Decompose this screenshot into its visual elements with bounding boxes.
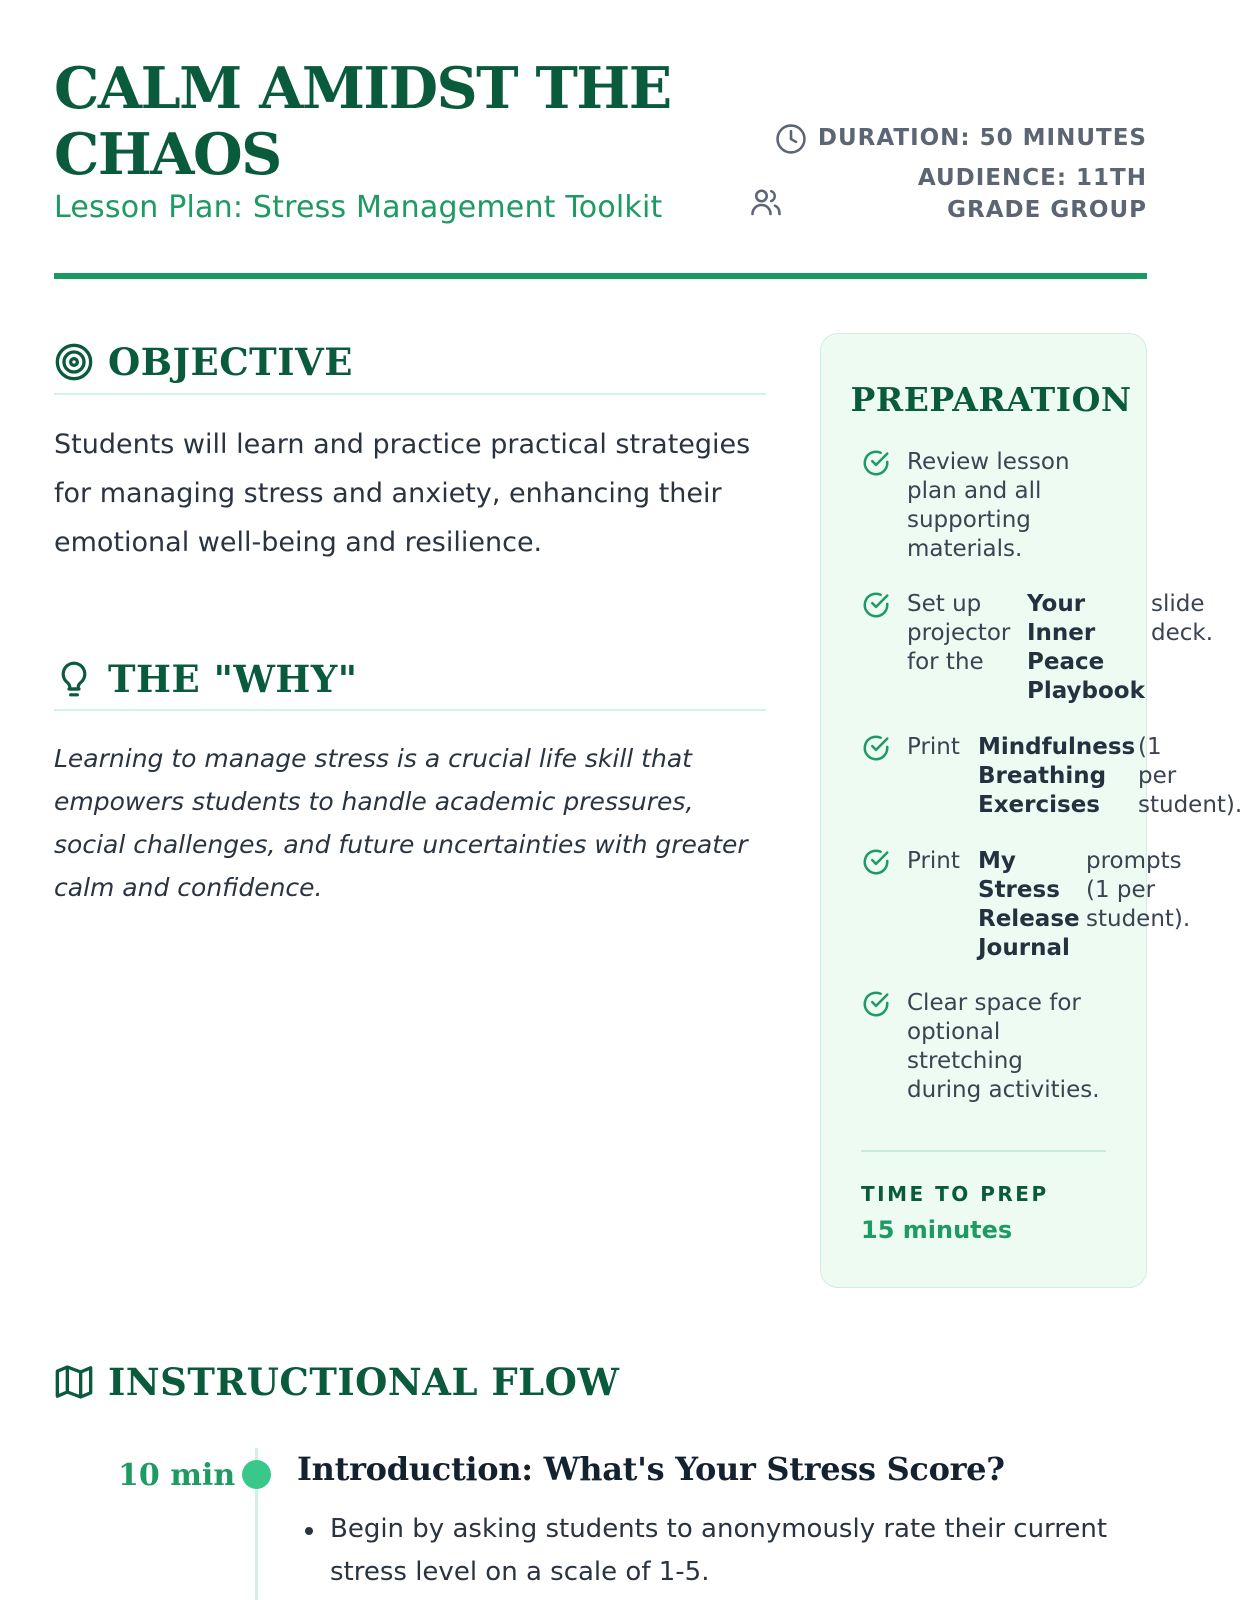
prep-item xyxy=(861,733,1242,820)
prep-item xyxy=(861,448,1077,564)
lesson-meta xyxy=(774,122,1147,226)
prep-item-text xyxy=(907,733,1242,820)
time-to-prep-value: 15 minutes xyxy=(861,1216,1013,1244)
step-title: Introduction: What's Your Stress Score? xyxy=(297,1450,1005,1488)
preparation-card xyxy=(820,333,1242,1288)
page-subtitle: Lesson Plan: Stress Management Toolkit xyxy=(54,190,663,225)
prep-item-text: Review lesson plan and all supporting materials. xyxy=(907,449,1070,562)
prep-divider xyxy=(861,1150,1106,1152)
prep-item-pre: Print xyxy=(907,848,960,874)
check-circle-icon xyxy=(861,847,891,877)
why-heading-text: THE "WHY" xyxy=(108,657,358,701)
prep-item-material: Mindfulness Breathing Exercises xyxy=(978,734,1136,818)
clock-icon xyxy=(774,122,808,156)
list-item: Begin by asking students to anonymously rate their current stress level on a scale of 1-5. xyxy=(297,1508,1117,1594)
why-text: Learning to manage stress is a crucial life skill that empowers students to handle academic pressures, social challenges, and future uncertainties with greater calm and confidence. xyxy=(54,744,748,902)
check-circle-icon xyxy=(861,448,891,478)
check-circle-icon xyxy=(861,590,891,620)
map-icon xyxy=(54,1362,94,1402)
duration-row xyxy=(774,122,1147,154)
objective-divider xyxy=(54,393,766,395)
prep-item xyxy=(861,847,1191,963)
header-divider xyxy=(54,273,1147,279)
page-title: CALM AMIDST THE CHAOS xyxy=(54,55,671,188)
prep-item-post: prompts (1 per student). xyxy=(1086,848,1191,932)
timeline-dot xyxy=(242,1460,271,1489)
duration-text: DURATION: 50 MINUTES xyxy=(817,125,1147,151)
time-to-prep-label: TIME TO PREP xyxy=(861,1182,1049,1206)
objective-text: Students will learn and practice practical strategies for managing stress and anxiety, enhancing their emotional well-being and resilience. xyxy=(54,429,751,558)
prep-item-pre: Print xyxy=(907,734,960,760)
target-icon xyxy=(54,342,94,382)
prep-item xyxy=(861,989,1102,1105)
objective-heading-text: OBJECTIVE xyxy=(108,340,353,384)
prep-item-text: Clear space for optional stretching during activities. xyxy=(907,990,1100,1103)
prep-item-post: (1 per student). xyxy=(1138,734,1242,818)
objective-heading xyxy=(54,340,353,384)
check-circle-icon xyxy=(861,733,891,763)
prep-item-text xyxy=(907,590,1214,706)
prep-item-pre: Set up projector for the xyxy=(907,591,1011,675)
lightbulb-icon xyxy=(54,659,94,699)
why-divider xyxy=(54,709,766,711)
lesson-plan-page xyxy=(54,0,1242,1600)
prep-item-post: slide deck. xyxy=(1151,591,1214,646)
instructional-flow-heading xyxy=(54,1360,619,1404)
step-duration: 10 min xyxy=(118,1458,236,1493)
prep-item xyxy=(861,590,1214,706)
check-circle-icon xyxy=(861,989,891,1019)
step-bullets xyxy=(297,1508,1117,1594)
audience-text: AUDIENCE: 11TH GRADE GROUP xyxy=(917,165,1147,223)
prep-item-text xyxy=(907,847,1191,963)
prep-item-material: My Stress Release Journal xyxy=(978,848,1080,961)
why-heading xyxy=(54,657,358,701)
instructional-flow-heading-text: INSTRUCTIONAL FLOW xyxy=(108,1360,620,1404)
prep-item-material: Your Inner Peace Playbook xyxy=(1027,591,1145,704)
header xyxy=(54,56,1147,280)
preparation-heading: PREPARATION xyxy=(850,380,1132,419)
